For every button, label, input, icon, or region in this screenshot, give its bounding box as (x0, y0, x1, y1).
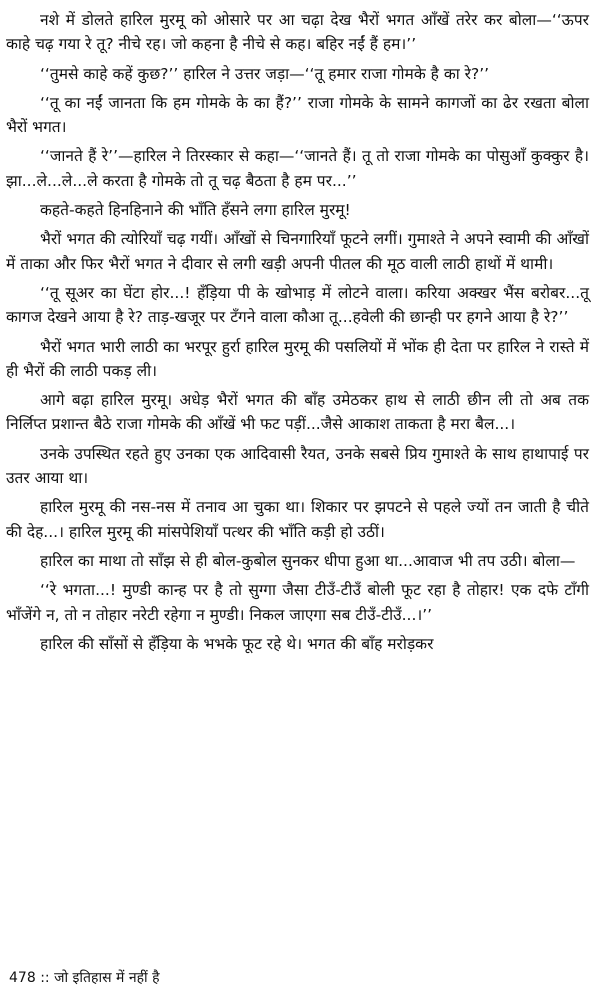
paragraph: भैरों भगत भारी लाठी का भरपूर हुर्रा हारिल मुरमू की पसलियों में भोंक ही देता पर हारिल ने रास्ते में ही भैरों की लाठी पकड़ ली। (6, 337, 589, 380)
paragraph: कहते-कहते हिनहिनाने की भाँति हँसने लगा हारिल मुरमू! (40, 201, 351, 220)
paragraph: हारिल की साँसों से हँड़िया के भभके फूट रहे थे। भगत की बाँह मरोड़कर (40, 634, 434, 653)
paragraph: हारिल मुरमू की नस-नस में तनाव आ चुका था। शिकार पर झपटने से पहले ज्यों तन जाती है चीते की देह...। हारिल मुरमू की मांसपेशियाँ पत्थर की भाँति कड़ी हो उठीं। (6, 498, 589, 541)
book-title: जो इतिहास में नहीं है (54, 970, 160, 986)
paragraph: आगे बढ़ा हारिल मुरमू। अधेड़ भैरों भगत की बाँह उमेठकर हाथ से लाठी छीन ली तो अब तक निर्लिप्त प्रशान्त बैठे राजा गोमके की आँखें भी फट पड़ीं...जैसे आकाश ताकता है मरा बैल...। (6, 391, 589, 434)
paragraph: ‘‘तुमसे काहे कहें कुछ?’’ हारिल ने उत्तर जड़ा—‘‘तू हमार राजा गोमके है का रे?’’ (40, 64, 490, 83)
paragraph: ‘‘तू सूअर का घेंटा होर...! हँड़िया पी के खोभाड़ में लोटने वाला। करिया अक्खर भैंस बरोबर...तू कागज देखने आया है रे? ताड़-खजूर पर टँगने वाला कौआ तू...हवेली की छान्ही पर हगने आया है रे?’’ (6, 283, 589, 327)
footer-separator: :: (40, 970, 50, 986)
page-footer (9, 969, 160, 987)
paragraph: ‘‘रे भगता...! मुण्डी कान्ह पर है तो सुग्गा जैसा टीउँ-टीउँ बोली फूट रहा है तोहार! एक दफे टाँगी भाँजेंगे न, तो न तोहार नरेटी रहेगा न मुण्डी। निकल जाएगा सब टीउँ-टीउँ...।’’ (6, 581, 589, 624)
paragraph: ‘‘जानते हैं रे’’—हारिल ने तिरस्कार से कहा—‘‘जानते हैं। तू तो राजा गोमके का पोसुआँ कुक्कुर है। झा...ले...ले...ले करता है गोमके तो तू चढ़ बैठता है हम पर...’’ (6, 147, 589, 190)
body-text (6, 8, 589, 656)
paragraph: उनके उपस्थित रहते हुए उनका एक आदिवासी रैयत, उनके सबसे प्रिय गुमाश्ते के साथ हाथापाई पर उतर आया था। (6, 444, 589, 488)
paragraph: हारिल का माथा तो साँझ से ही बोल-कुबोल सुनकर धीपा हुआ था...आवाज भी तप उठी। बोला— (40, 551, 576, 570)
paragraph: भैरों भगत की त्योरियाँ चढ़ गयीं। आँखों से चिनगारियाँ फूटने लगीं। गुमाश्ते ने अपने स्वामी की आँखों में ताका और फिर भैरों भगत ने दीवार से लगी खड़ी अपनी पीतल की मूठ वाली लाठी हाथों में थामी। (6, 230, 589, 273)
paragraph: नशे में डोलते हारिल मुरमू को ओसारे पर आ चढ़ा देख भैरों भगत आँखें तरेर कर बोला—‘‘ऊपर काहे चढ़ गया रे तू? नीचे रह। जो कहना है नीचे से कह। बहिर नईं हैं हम।’’ (6, 11, 589, 54)
paragraph: ‘‘तू का नईं जानता कि हम गोमके के का हैं?’’ राजा गोमके के सामने कागजों का ढेर रखता बोला भैरों भगत। (6, 93, 589, 137)
page-number: 478 (9, 970, 36, 986)
